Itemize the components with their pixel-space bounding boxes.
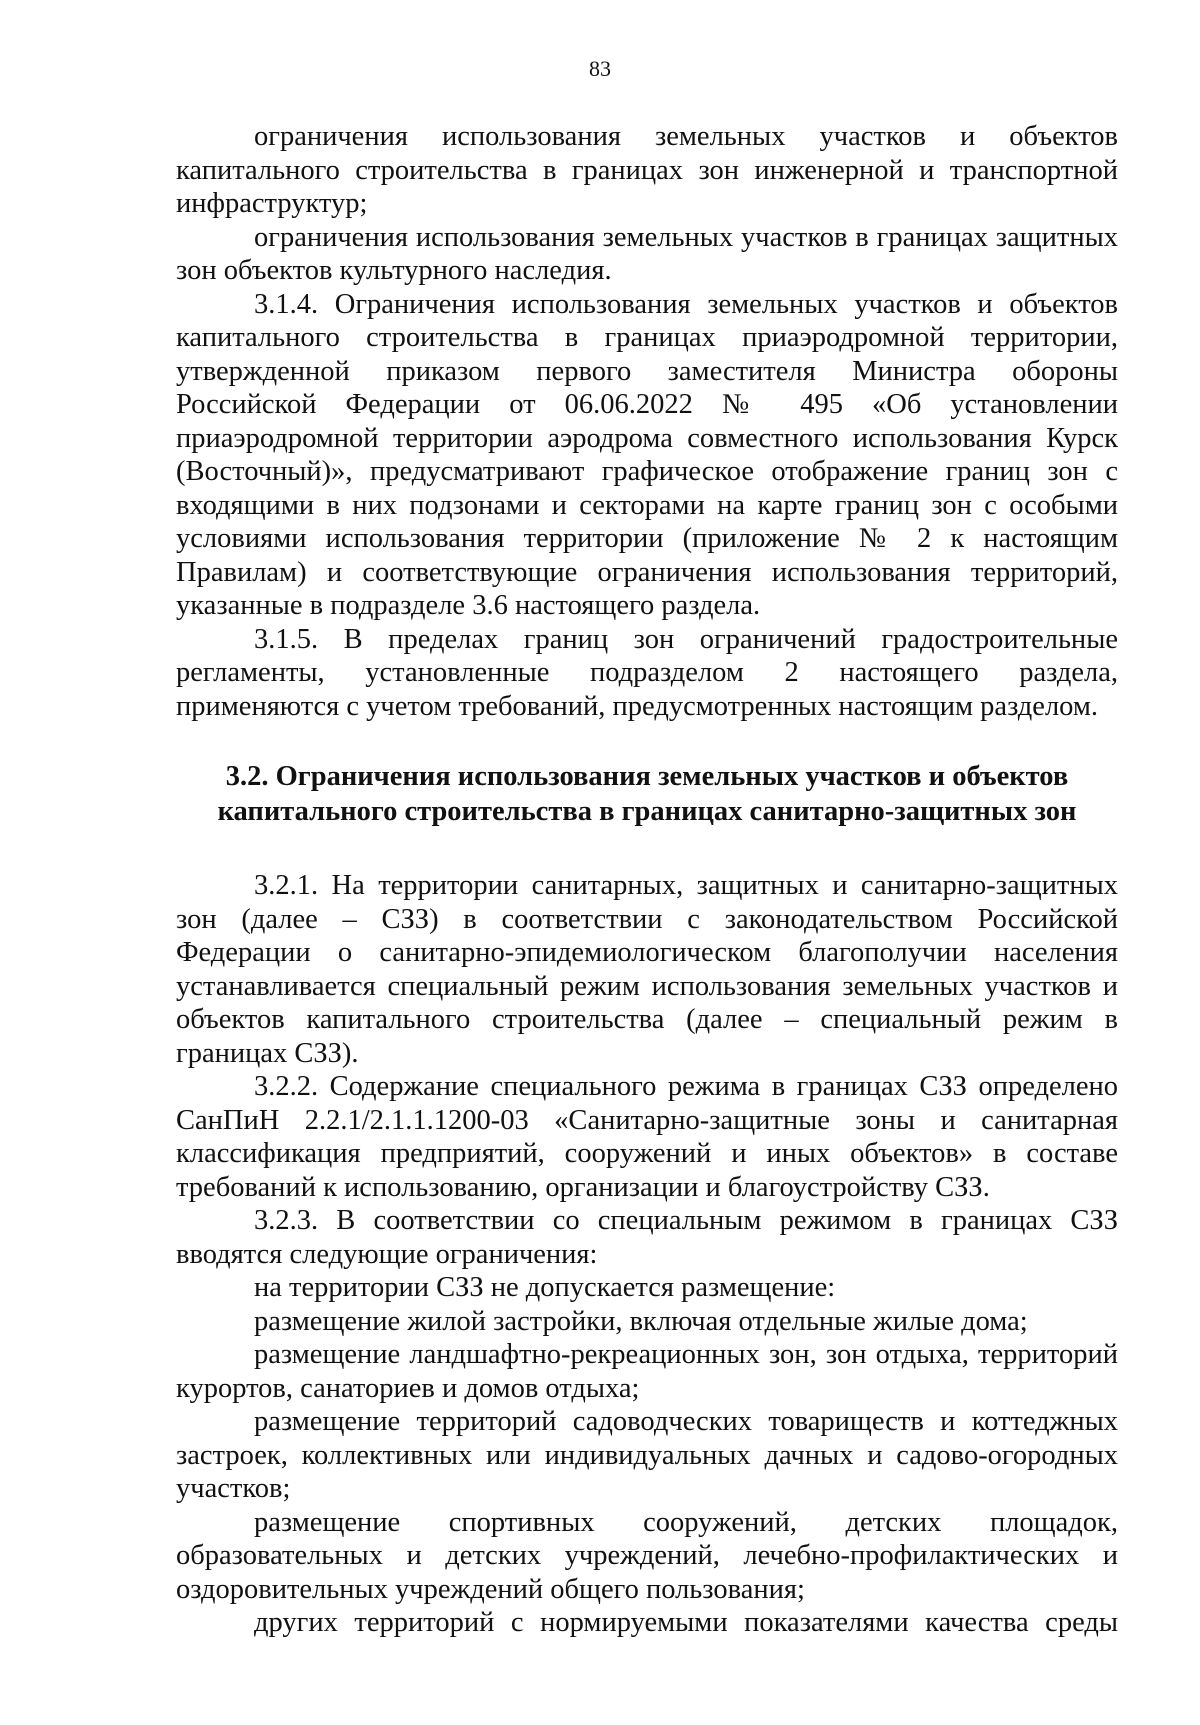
section-heading-line: капитального строительства в границах санитарно-защитных зон	[217, 796, 1077, 827]
paragraph: 3.1.5. В пределах границ зон ограничений градостроительные регламенты, установленные подразделом 2 настоящего раздела, применяются с учетом требований, предусмотренных настоящим разделом.	[176, 623, 1118, 722]
paragraph: 3.2.3. В соответствии со специальным режимом в границах СЗЗ вводятся следующие ограничения:	[176, 1205, 1118, 1270]
paragraph: размещение жилой застройки, включая отдельные жилые дома;	[254, 1305, 1028, 1337]
page-number: 83	[589, 56, 611, 81]
paragraph: размещение территорий садоводческих товариществ и коттеджных застроек, коллективных или индивидуальных дачных и садово-огородных участков;	[176, 1406, 1118, 1504]
paragraph: ограничения использования земельных участков и объектов капитального строительства в границах зон инженерной и транспортной инфраструктур;	[176, 121, 1118, 219]
paragraph: на территории СЗЗ не допускается размещение:	[254, 1272, 836, 1303]
paragraph: 3.2.1. На территории санитарных, защитных и санитарно-защитных зон (далее – СЗЗ) в соответствии с законодательством Российской Федерации о санитарно-эпидемиологическом благополучии населения устанавливается специальный режим использования земельных участков и объектов капитального строительства (далее – специальный режим в границах СЗЗ).	[176, 870, 1118, 1069]
paragraph: ограничения использования земельных участков в границах защитных зон объектов культурного наследия.	[176, 221, 1118, 286]
paragraph: размещение ландшафтно-рекреационных зон, зон отдыха, территорий курортов, санаториев и домов отдыха;	[176, 1339, 1118, 1404]
section-heading-line: 3.2. Ограничения использования земельных участков и объектов	[225, 761, 1069, 792]
paragraph: 3.2.2. Содержание специального режима в границах СЗЗ определено СанПиН 2.2.1/2.1.1.1200-03 «Санитарно-защитные зоны и санитарная классификация предприятий, сооружений и иных объектов» в составе требований к использованию, организации и благоустройству СЗЗ.	[176, 1071, 1118, 1203]
paragraph: 3.1.4. Ограничения использования земельных участков и объектов капитального строительства в границах приаэродромной территории, утвержденной приказом первого заместителя Министра обороны Российской Федерации от 06.06.2022 № 495 «Об установлении приаэродромной территории аэродрома совместного использования Курск (Восточный)», предусматривают графическое отображение границ зон с входящими в них подзонами и секторами на карте границ зон с особыми условиями использования территории (приложение № 2 к настоящим Правилам) и соответствующие ограничения использования территорий, указанные в подразделе 3.6 настоящего раздела.	[176, 288, 1118, 621]
section-heading	[176, 759, 1118, 829]
paragraph: других территорий с нормируемыми показателями качества среды	[254, 1607, 1118, 1638]
paragraph: размещение спортивных сооружений, детских площадок, образовательных и детских учреждений, лечебно-профилактических и оздоровительных учреждений общего пользования;	[176, 1506, 1118, 1605]
document-body	[176, 120, 1118, 1640]
